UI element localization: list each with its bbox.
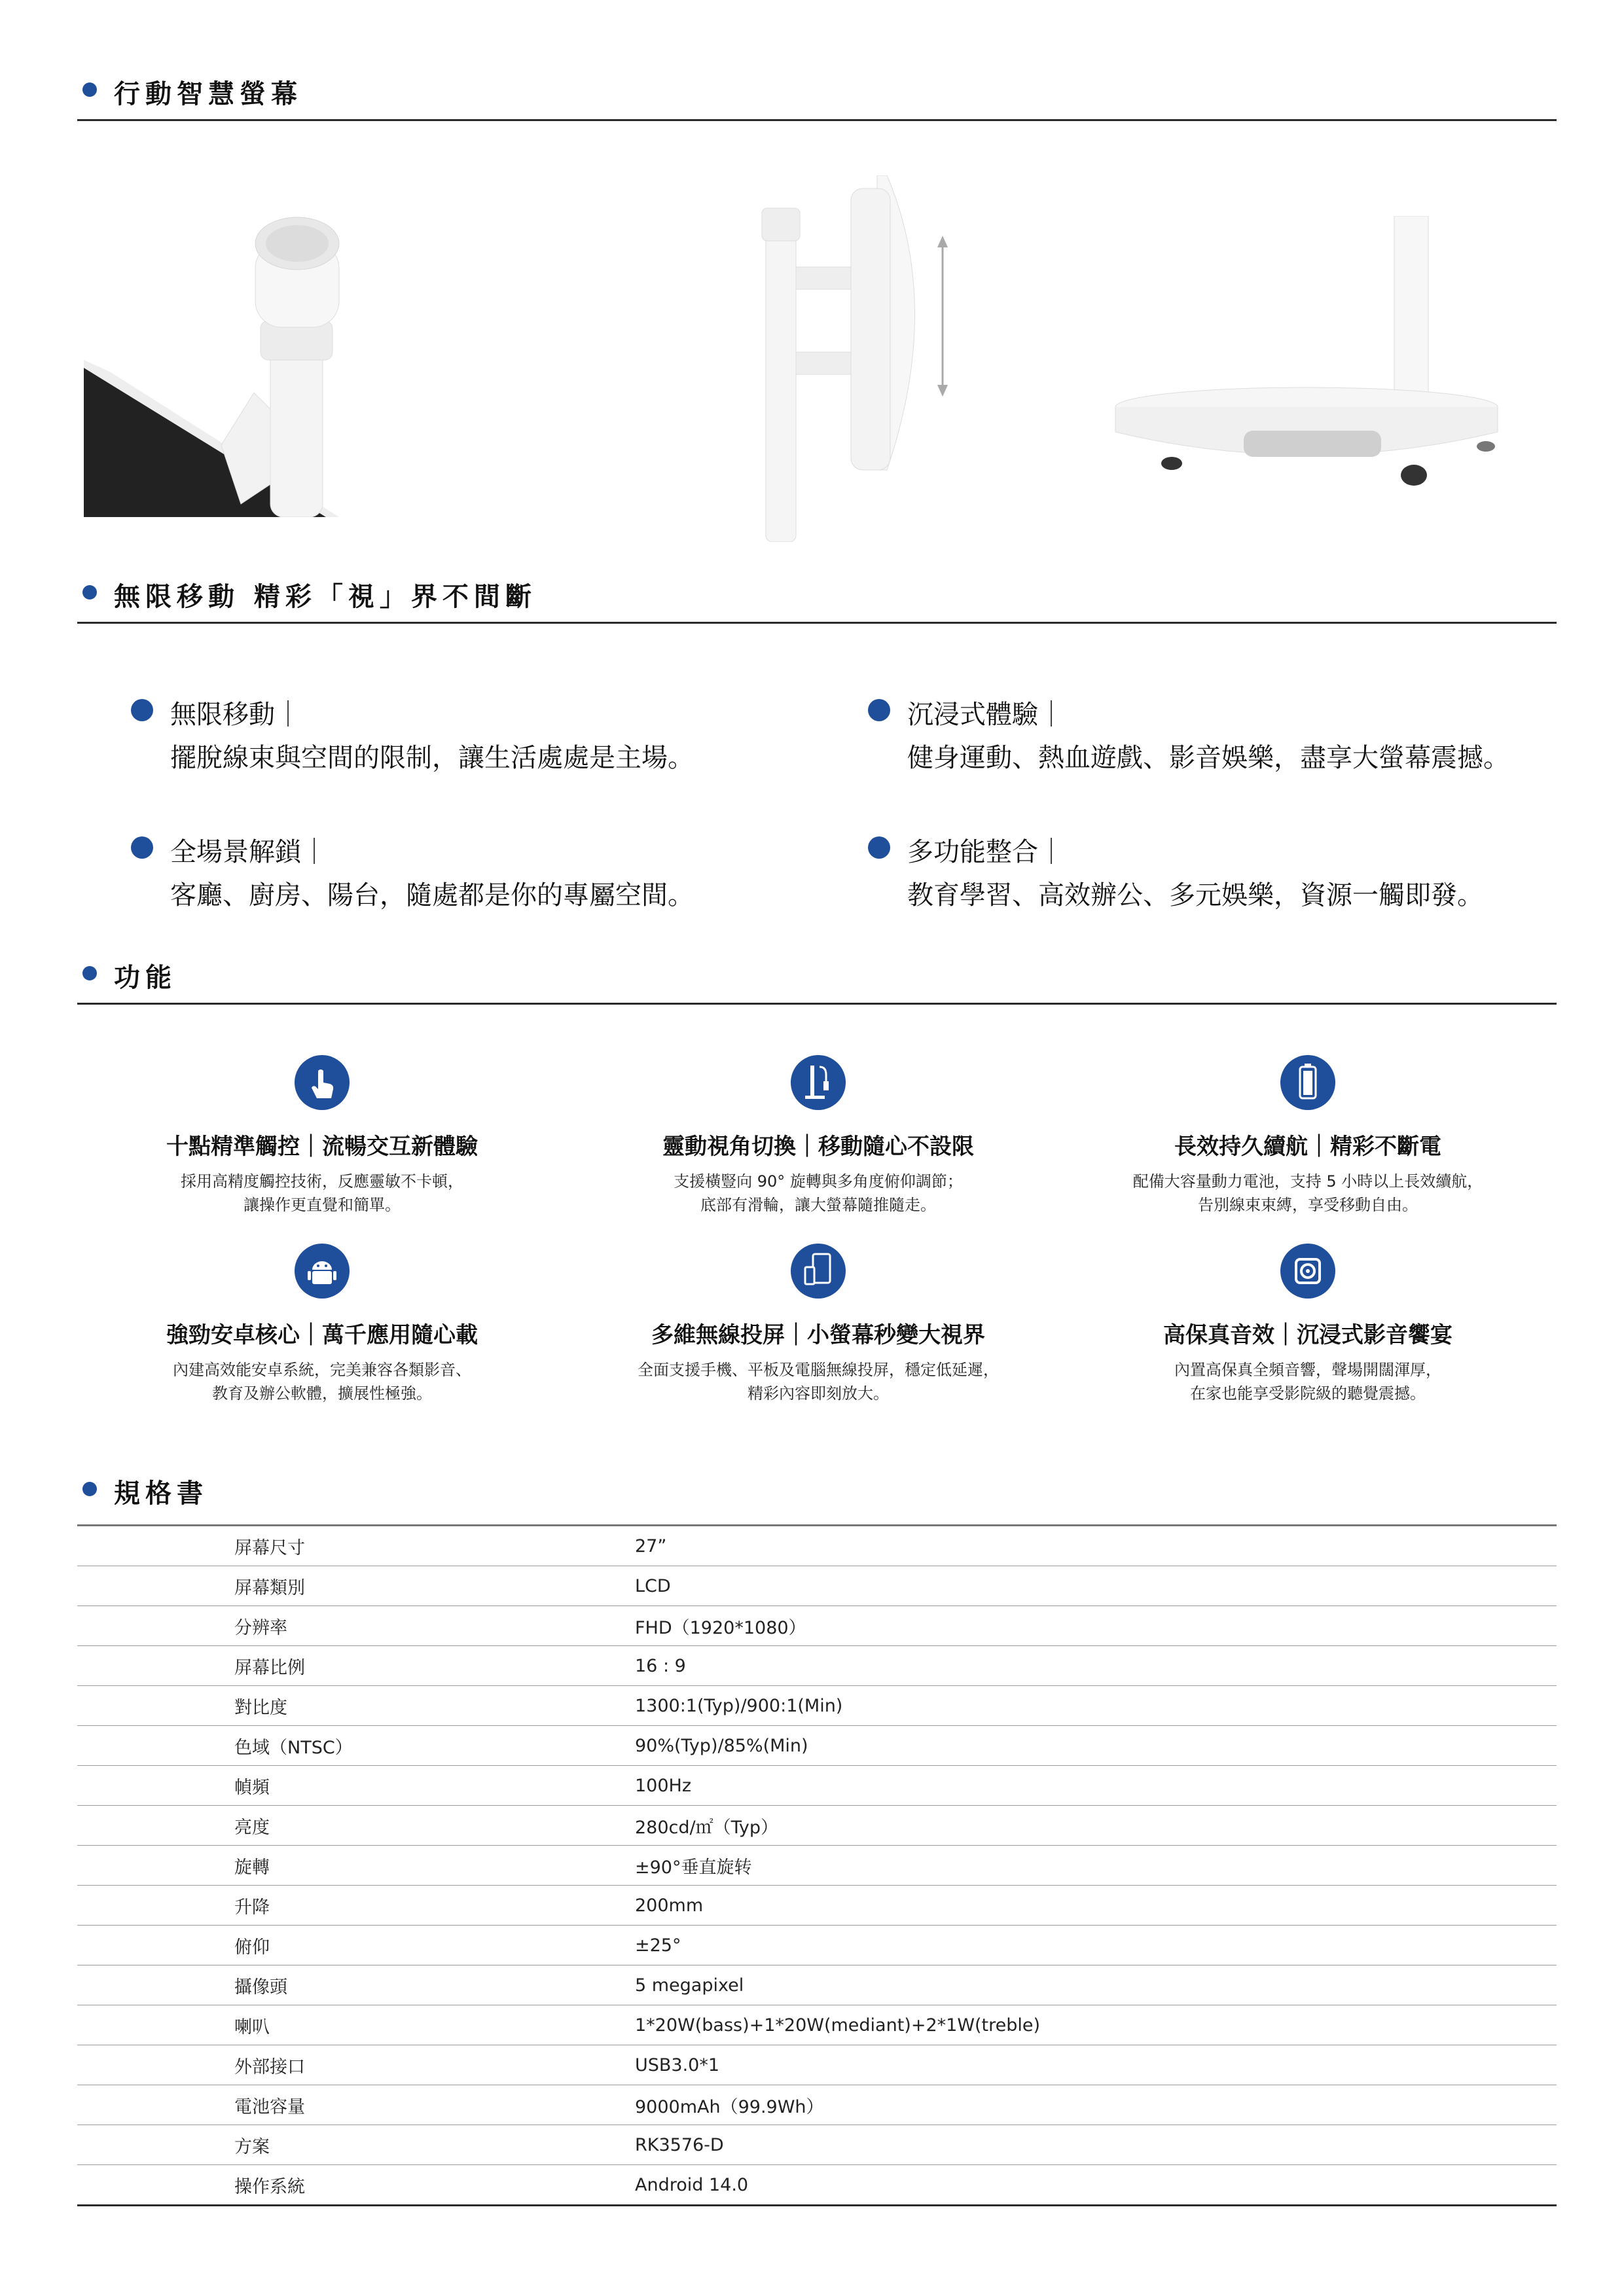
android-icon <box>295 1244 350 1299</box>
table-row <box>77 1926 1557 1965</box>
screen-cast-icon <box>791 1244 846 1299</box>
feature-heading: 沉浸式體驗｜ <box>907 700 1064 730</box>
battery-icon <box>1280 1055 1335 1110</box>
spec-value: USB3.0*1 <box>635 2045 1557 2085</box>
spec-label: 屏幕尺寸 <box>77 1526 635 1566</box>
function-desc-line: 在家也能享受影院級的聽覺震撼。 <box>1190 1384 1426 1403</box>
spec-value: 100Hz <box>635 1766 1557 1806</box>
spec-label: 幀頻 <box>77 1766 635 1806</box>
spec-label: 升降 <box>77 1886 635 1926</box>
spec-value: 1300:1(Typ)/900:1(Min) <box>635 1686 1557 1726</box>
feature-text: 教育學習、高效辦公、多元娛樂，資源一觸即發。 <box>907 880 1483 910</box>
table-row <box>77 1566 1557 1606</box>
spec-value: 200mm <box>635 1886 1557 1926</box>
feature-bullet <box>868 836 890 859</box>
bullet-dot <box>82 1482 97 1496</box>
spec-value: RK3576-D <box>635 2125 1557 2165</box>
spec-value: LCD <box>635 1566 1557 1606</box>
function-desc <box>80 1170 564 1217</box>
spec-label: 屏幕比例 <box>77 1646 635 1686</box>
feature-heading: 全場景解鎖｜ <box>170 837 327 867</box>
feature-text: 健身運動、熱血遊戲、影音娛樂，盡享大螢幕震撼。 <box>907 743 1509 773</box>
function-desc-line: 教育及辦公軟體，擴展性極強。 <box>212 1384 432 1403</box>
table-row <box>77 2125 1557 2165</box>
table-row <box>77 1846 1557 1886</box>
function-title: 長效持久續航｜精彩不斷電 <box>1174 1134 1441 1160</box>
table-row <box>77 1606 1557 1646</box>
spec-value: ±90°垂直旋转 <box>635 1846 1557 1886</box>
function-title: 強勁安卓核心｜萬千應用隨心載 <box>166 1322 478 1348</box>
function-title: 高保真音效｜沉浸式影音饗宴 <box>1163 1322 1453 1348</box>
spec-value: 27” <box>635 1526 1557 1566</box>
function-desc <box>1066 1170 1550 1217</box>
function-desc-line: 讓操作更直覺和簡單。 <box>244 1196 401 1214</box>
function-desc-line: 全面支援手機、平板及電腦無線投屏，穩定低延遲， <box>638 1361 999 1379</box>
function-desc-line: 內建高效能安卓系統，完美兼容各類影音、 <box>173 1361 471 1379</box>
spec-label: 方案 <box>77 2125 635 2165</box>
function-title: 十點精準觸控｜流暢交互新體驗 <box>166 1134 478 1160</box>
function-card <box>80 1055 564 1217</box>
table-row <box>77 2045 1557 2085</box>
section-title: 功能 <box>114 963 177 993</box>
function-desc <box>576 1170 1060 1217</box>
spec-label: 喇叭 <box>77 2005 635 2045</box>
function-desc-line: 採用高精度觸控技術，反應靈敏不卡頓， <box>181 1172 463 1191</box>
spec-value: 280cd/㎡（Typ） <box>635 1806 1557 1846</box>
spec-label: 亮度 <box>77 1806 635 1846</box>
table-row <box>77 2085 1557 2125</box>
function-desc-line: 配備大容量動力電池，支持 5 小時以上長效續航， <box>1132 1172 1483 1191</box>
table-row <box>77 1766 1557 1806</box>
table-row <box>77 1686 1557 1726</box>
spec-label: 電池容量 <box>77 2085 635 2125</box>
spec-value: 90%(Typ)/85%(Min) <box>635 1726 1557 1766</box>
spec-label: 分辨率 <box>77 1606 635 1646</box>
section-header-mobility <box>77 576 1557 624</box>
spec-value: 5 megapixel <box>635 1965 1557 2005</box>
feature-text: 客廳、廚房、陽台，隨處都是你的專屬空間。 <box>170 880 694 910</box>
table-row <box>77 1806 1557 1846</box>
function-desc-line: 內置高保真全頻音響，聲場開闊渾厚， <box>1174 1361 1441 1379</box>
function-title: 靈動視角切換｜移動隨心不設限 <box>662 1134 974 1160</box>
bullet-dot <box>82 966 97 980</box>
feature-heading: 多功能整合｜ <box>907 837 1064 867</box>
feature-text: 擺脫線束與空間的限制，讓生活處處是主場。 <box>170 743 694 773</box>
bullet-dot <box>82 82 97 97</box>
feature-bullet <box>868 699 890 721</box>
function-card <box>1066 1055 1550 1217</box>
spec-label: 旋轉 <box>77 1846 635 1886</box>
spec-label: 操作系統 <box>77 2165 635 2206</box>
table-row <box>77 2165 1557 2206</box>
product-photo-base <box>1106 216 1512 491</box>
spec-label: 俯仰 <box>77 1926 635 1965</box>
function-desc <box>576 1358 1060 1405</box>
feature-bullet <box>131 699 153 721</box>
table-row <box>77 1965 1557 2005</box>
bullet-dot <box>82 585 97 600</box>
table-row <box>77 1886 1557 1926</box>
section-header-specs <box>77 1473 1557 1518</box>
feature-bullet <box>131 836 153 859</box>
function-desc-line: 支援橫豎向 90° 旋轉與多角度俯仰調節； <box>674 1172 963 1191</box>
spec-label: 對比度 <box>77 1686 635 1726</box>
function-desc <box>1066 1358 1550 1405</box>
speaker-icon <box>1280 1244 1335 1299</box>
spec-value: ±25° <box>635 1926 1557 1965</box>
spec-label: 攝像頭 <box>77 1965 635 2005</box>
spec-value: 1*20W(bass)+1*20W(mediant)+2*1W(treble) <box>635 2005 1557 2045</box>
section-header-functions <box>77 957 1557 1005</box>
section-title: 規格書 <box>114 1479 208 1509</box>
table-row <box>77 1646 1557 1686</box>
spec-value: Android 14.0 <box>635 2165 1557 2206</box>
section-title: 行動智慧螢幕 <box>114 79 302 109</box>
table-row <box>77 1726 1557 1766</box>
product-photo-side <box>746 175 969 542</box>
spec-value: FHD（1920*1080） <box>635 1606 1557 1646</box>
section-title: 無限移動 精彩「視」界不間斷 <box>114 582 537 612</box>
table-row <box>77 2005 1557 2045</box>
spec-label: 色域（NTSC） <box>77 1726 635 1766</box>
function-card <box>1066 1244 1550 1405</box>
function-card <box>576 1055 1060 1217</box>
product-photo-camera <box>84 196 437 517</box>
spec-value: 16 : 9 <box>635 1646 1557 1686</box>
function-desc-line: 底部有滑輪，讓大螢幕隨推隨走。 <box>700 1196 936 1214</box>
spec-table <box>77 1526 1557 2206</box>
section-header-intro <box>77 73 1557 121</box>
stand-rotate-icon <box>791 1055 846 1110</box>
table-row <box>77 1526 1557 1566</box>
function-card <box>576 1244 1060 1405</box>
touch-hand-icon <box>295 1055 350 1110</box>
function-desc-line: 告別線束束縛，享受移動自由。 <box>1198 1196 1418 1214</box>
spec-label: 屏幕類別 <box>77 1566 635 1606</box>
feature-heading: 無限移動｜ <box>170 700 301 730</box>
function-desc <box>80 1358 564 1405</box>
function-desc-line: 精彩內容即刻放大。 <box>748 1384 889 1403</box>
spec-label: 外部接口 <box>77 2045 635 2085</box>
function-card <box>80 1244 564 1405</box>
spec-value: 9000mAh（99.9Wh） <box>635 2085 1557 2125</box>
function-title: 多維無線投屏｜小螢幕秒變大視界 <box>651 1322 985 1348</box>
